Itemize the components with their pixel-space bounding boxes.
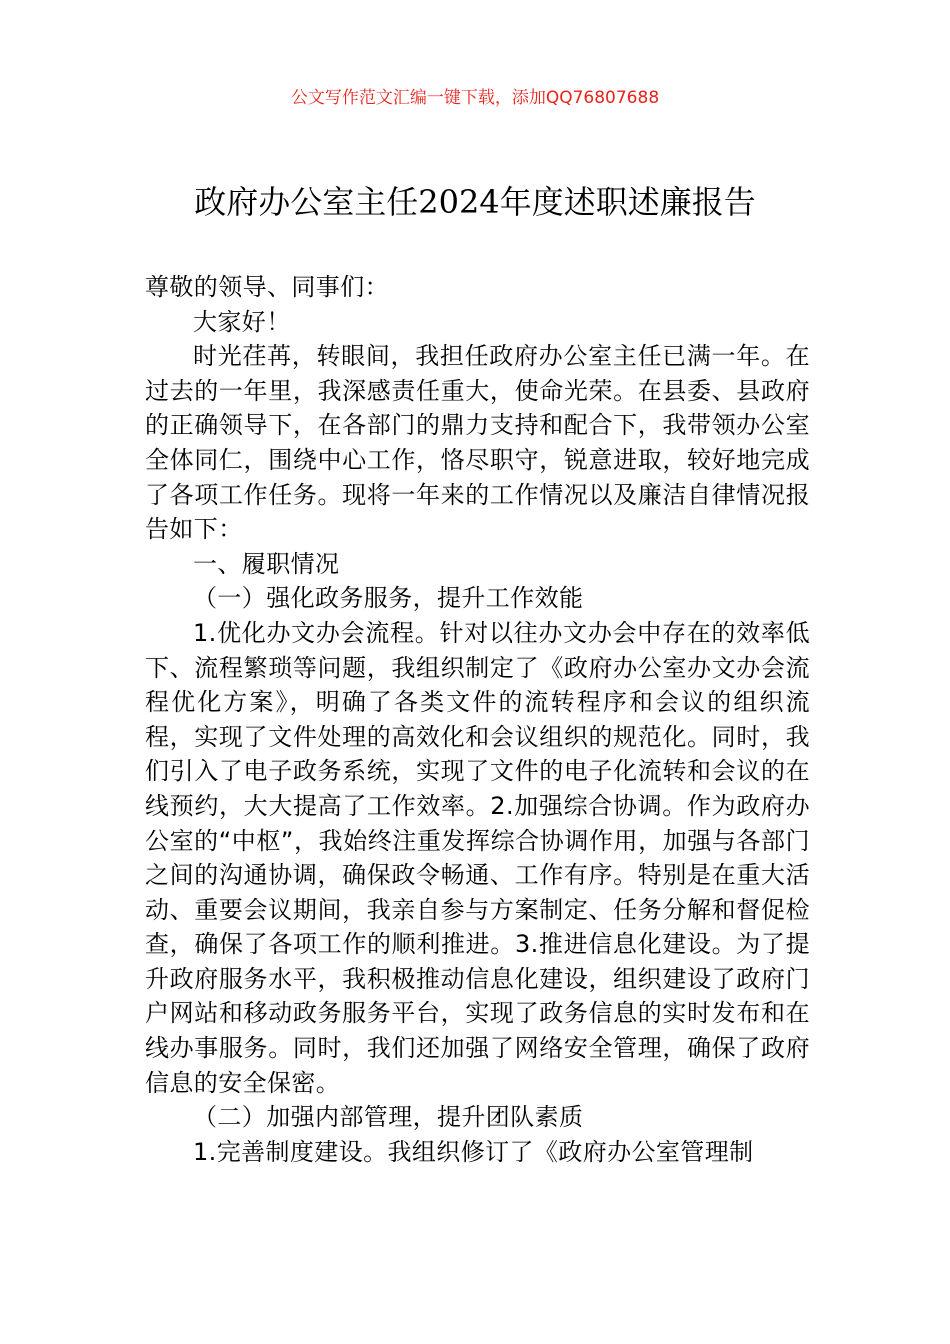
document-body [145,270,810,1169]
intro-paragraph: 时光荏苒，转眼间，我担任政府办公室主任已满一年。在过去的一年里，我深感责任重大，使命光荣。在县委、县政府的正确领导下，在各部门的鼎力支持和配合下，我带领办公室全体同仁，围绕中心工作，恪尽职守，锐意进取，较好地完成了各项工作任务。现将一年来的工作情况以及廉洁自律情况报告如下： [145,342,810,544]
greeting: 大家好！ [193,307,291,336]
body-paragraph: 1.优化办文办会流程。针对以往办文办会中存在的效率低下、流程繁琐等问题，我组织制定了《政府办公室办文办会流程优化方案》，明确了各类文件的流转程序和会议的组织流程，实现了文件处理的高效化和会议组织的规范化。同时，我们引入了电子政务系统，实现了文件的电子化流转和会议的在线预约，大大提高了工作效率。2.加强综合协调。作为政府办公室的“中枢”，我始终注重发挥综合协调作用，加强与各部门之间的沟通协调，确保政令畅通、工作有序。特别是在重大活动、重要会议期间，我亲自参与方案制定、任务分解和督促检查，确保了各项工作的顺利推进。3.推进信息化建设。为了提升政府服务水平，我积极推动信息化建设，组织建设了政府门户网站和移动政务服务平台，实现了政务信息的实时发布和在线办事服务。同时，我们还加强了网络安全管理，确保了政府信息的安全保密。 [145,618,810,1097]
subsection-heading: （一）强化政务服务，提升工作效能 [193,584,584,613]
watermark-header: 公文写作范文汇编一键下载，添加QQ76807688 [290,88,660,108]
subsection-heading: （二）加强内部管理，提升团队素质 [193,1103,584,1132]
section-heading: 一、履职情况 [193,549,340,578]
document-title: 政府办公室主任2024年度述职述廉报告 [194,183,756,221]
salutation: 尊敬的领导、同事们： [145,273,389,301]
body-paragraph: 1.完善制度建设。我组织修订了《政府办公室管理制 [193,1137,754,1166]
